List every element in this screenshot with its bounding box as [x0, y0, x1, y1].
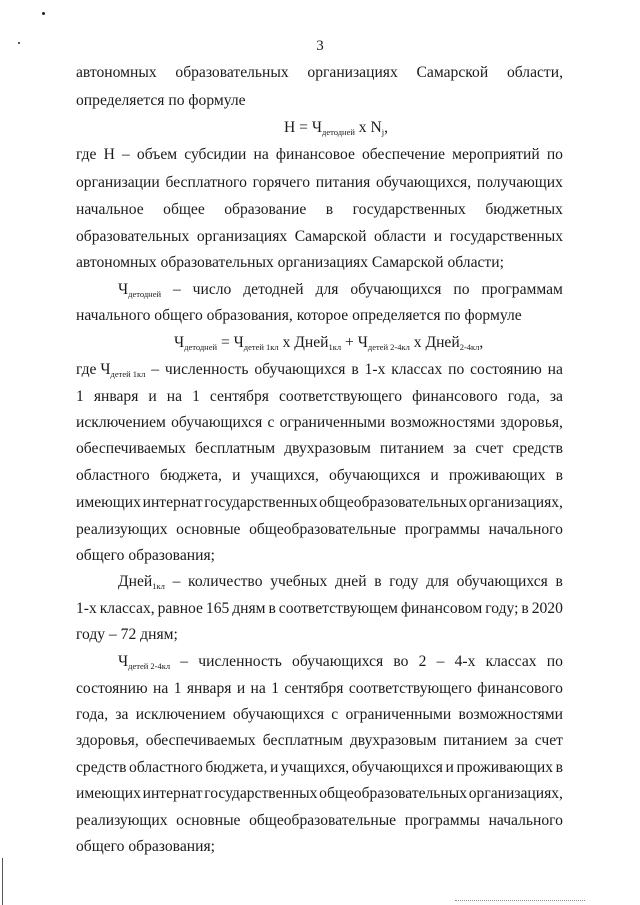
word: численность — [198, 653, 282, 670]
text-line — [76, 201, 563, 219]
word: в — [521, 600, 529, 617]
text-line: начального общего образования, которое определяется по формуле — [76, 307, 522, 324]
word: – — [172, 573, 181, 590]
text-line — [76, 414, 563, 432]
word: обучающихся — [254, 361, 346, 378]
word: Самарской — [294, 228, 367, 245]
text-line — [118, 573, 563, 591]
word: 165 — [205, 600, 230, 617]
text-line: году – 72 дням; — [76, 626, 178, 643]
word: и — [445, 759, 454, 776]
text-line — [76, 732, 563, 750]
word: организациях, — [468, 785, 563, 802]
word: в — [555, 467, 563, 484]
word: финансового — [412, 388, 498, 405]
word: обучающихся, — [376, 174, 472, 191]
word: соответствующего — [278, 388, 403, 405]
word: счет — [475, 440, 504, 457]
text-line — [76, 706, 563, 724]
text-line — [118, 653, 563, 671]
word: бюджета, — [205, 759, 268, 776]
word: и — [236, 680, 246, 697]
word: состоянию — [76, 680, 148, 697]
word: обучающихся — [232, 706, 325, 723]
word: 2020 — [531, 600, 563, 617]
word: горячего — [252, 174, 310, 191]
word: года, — [76, 706, 109, 723]
word: во — [393, 653, 409, 670]
word: состоянию — [470, 361, 542, 378]
word: 1 — [173, 680, 182, 697]
word: финансовом — [400, 600, 483, 617]
word: мероприятий — [452, 146, 540, 163]
word: образование — [224, 201, 307, 218]
text-line: общего образования; — [76, 838, 215, 855]
word: основные — [176, 521, 241, 538]
word: – — [151, 361, 160, 378]
word: субсидии — [184, 146, 247, 163]
word: организациях — [307, 64, 398, 81]
word: организации — [76, 174, 160, 191]
word: финансового — [477, 680, 563, 697]
text-line — [76, 146, 563, 164]
word: проживающих — [456, 759, 553, 776]
word: интернат — [142, 494, 203, 511]
word: реализующих — [76, 812, 168, 829]
word: 1 — [271, 680, 279, 697]
word: в — [374, 573, 382, 590]
word: средств — [76, 759, 127, 776]
word: Самарской — [416, 64, 489, 81]
word: 4-х — [454, 653, 476, 670]
word: января — [186, 680, 232, 697]
word: исключением — [135, 706, 226, 723]
word: бюджета, — [159, 467, 222, 484]
text-line — [76, 228, 563, 246]
word: начальное — [76, 201, 144, 218]
word: по — [448, 361, 465, 378]
text-line — [76, 467, 563, 485]
word: бесплатным — [262, 732, 343, 749]
word: в — [555, 573, 563, 590]
word: в — [268, 600, 276, 617]
text-line — [76, 521, 563, 539]
word: обеспечиваемых — [145, 732, 256, 749]
word: на — [253, 146, 269, 163]
word: равное — [157, 600, 203, 617]
word: 1 — [192, 388, 200, 405]
word: начального — [488, 521, 563, 538]
text-line: общего образования; — [76, 547, 215, 564]
word: обучающихся — [350, 281, 442, 298]
word: и — [269, 759, 279, 776]
word: классах — [485, 653, 537, 670]
word: и — [430, 467, 439, 484]
word: областного — [129, 759, 203, 776]
text-line — [76, 361, 563, 379]
word: учащихся, — [250, 467, 319, 484]
word: начального — [488, 812, 563, 829]
word: – — [172, 281, 181, 298]
word: общеобразовательные — [249, 521, 397, 538]
word: общеобразовательных — [319, 494, 468, 511]
word: области — [374, 228, 427, 245]
word: за — [115, 706, 129, 723]
word: обучающихся — [292, 653, 384, 670]
text-line — [76, 812, 563, 830]
word: образовательных — [175, 64, 289, 81]
word: и — [433, 228, 443, 245]
word: двухразовым — [349, 732, 437, 749]
text-line — [118, 281, 563, 299]
text-line — [76, 600, 563, 618]
word: государственных — [352, 201, 466, 218]
word: реализующих — [76, 521, 168, 538]
word: областного — [76, 467, 150, 484]
word: – — [180, 653, 189, 670]
word: января — [93, 388, 139, 405]
word: средств — [512, 440, 563, 457]
word: по — [453, 281, 470, 298]
word: здоровья, — [76, 732, 139, 749]
word: с — [267, 414, 275, 431]
word: соответствующего — [348, 680, 472, 697]
text-line — [76, 680, 563, 698]
text-line — [76, 759, 563, 777]
word: счет — [534, 732, 563, 749]
word: организациях, — [468, 494, 563, 511]
word: бесплатным — [195, 440, 276, 457]
page-number: 3 — [316, 38, 324, 54]
word: программы — [404, 812, 480, 829]
scan-artifact-dot — [42, 12, 45, 15]
word: дням — [232, 600, 266, 617]
word: финансовое — [275, 146, 355, 163]
word: двухразовым — [284, 440, 371, 457]
word: обучающихся — [456, 573, 548, 590]
word: интернат — [142, 785, 203, 802]
text-line — [76, 388, 563, 406]
word: 1-х — [76, 600, 97, 617]
word: обучающихся — [329, 467, 421, 484]
word: государственных — [204, 785, 318, 802]
word: году — [389, 573, 419, 590]
word: где — [76, 146, 97, 163]
word: ограниченными — [345, 706, 452, 723]
word: автономных — [76, 64, 157, 81]
word: общеобразовательных — [319, 785, 468, 802]
word: Н — [103, 146, 115, 163]
word: дней — [335, 573, 367, 590]
word: с — [331, 706, 339, 723]
word: на — [166, 388, 183, 405]
word: общее — [163, 201, 205, 218]
word: количество — [188, 573, 263, 590]
scan-artifact-line — [455, 900, 585, 902]
formula-ch-detodnei: $Ч_{детодней} = Ч_{детей 1кл}$ x Дней$_{1кл}$ + $Ч_{детей 2-4кл}$ x Дней$_{2-4кл}$, — [174, 334, 484, 352]
word: 2 — [418, 653, 427, 670]
word: имеющих — [76, 785, 141, 802]
word: исключением — [76, 414, 166, 431]
word: учащихся, — [280, 759, 350, 776]
word: сентября — [284, 680, 344, 697]
word: учебных — [270, 573, 328, 590]
word: образовательных — [76, 228, 190, 245]
word: соответствующем — [278, 600, 398, 617]
word: бюджетных — [485, 201, 563, 218]
word: обеспечиваемых — [76, 440, 186, 457]
word: общеобразовательные — [249, 812, 397, 829]
word: по — [546, 653, 563, 670]
word: – — [436, 653, 445, 670]
word: 1 — [76, 388, 84, 405]
word: здоровья, — [500, 414, 563, 431]
word: организациях — [196, 228, 288, 245]
word: программам — [481, 281, 563, 298]
word: году; — [485, 600, 519, 617]
word: – — [122, 146, 130, 163]
word: число — [192, 281, 232, 298]
word: и — [232, 467, 241, 484]
text-line — [76, 174, 563, 192]
word: за — [453, 440, 467, 457]
word: обеспечение — [362, 146, 446, 163]
word: ограниченными — [279, 414, 386, 431]
word: детодней — [243, 281, 304, 298]
word: возможностями — [390, 414, 496, 431]
defined-symbol: где $Ч_{детей 1кл}$ — [76, 361, 146, 379]
word: года, — [507, 388, 540, 405]
word: бесплатного — [165, 174, 247, 191]
text-line — [76, 785, 563, 803]
word: для — [426, 573, 449, 590]
word: для — [315, 281, 339, 298]
word: 1-х — [364, 361, 386, 378]
word: сентября — [209, 388, 269, 405]
word: государственных — [204, 494, 318, 511]
word: и — [148, 388, 157, 405]
formula-h: $Н = Ч_{детодней}$ x $N_j$, — [284, 119, 389, 137]
word: за — [514, 732, 528, 749]
word: питанием — [443, 732, 508, 749]
defined-symbol: $Ч_{детодней}$ — [118, 281, 162, 299]
word: обучающихся — [351, 759, 443, 776]
word: проживающих — [448, 467, 546, 484]
word: обучающихся — [171, 414, 263, 431]
word: имеющих — [76, 494, 141, 511]
defined-symbol: Дней$_{1кл}$ — [118, 573, 165, 591]
word: объем — [136, 146, 178, 163]
word: возможностями — [458, 706, 563, 723]
word: на — [547, 361, 563, 378]
text-line — [76, 494, 563, 512]
word: программы — [404, 521, 480, 538]
word: области, — [506, 64, 563, 81]
word: классах — [391, 361, 443, 378]
word: основные — [176, 812, 241, 829]
word: на — [153, 680, 169, 697]
word: в — [351, 361, 359, 378]
word: в — [325, 201, 334, 218]
word: на — [250, 680, 266, 697]
word: государственных — [449, 228, 563, 245]
word: получающих — [476, 174, 563, 191]
text-line: автономных образовательных организациях Самарской области; — [76, 254, 504, 271]
word: в — [555, 759, 563, 776]
word: по — [546, 146, 563, 163]
defined-symbol: $Ч_{детей 2-4кл}$ — [118, 653, 171, 671]
word: классах, — [99, 600, 155, 617]
scan-artifact-line — [2, 858, 3, 905]
text-line: определяется по формуле — [76, 92, 246, 109]
word: питанием — [379, 440, 445, 457]
word: питания — [315, 174, 371, 191]
text-line — [76, 64, 563, 82]
word: численность — [164, 361, 249, 378]
text-line — [76, 440, 563, 458]
word: за — [549, 388, 563, 405]
